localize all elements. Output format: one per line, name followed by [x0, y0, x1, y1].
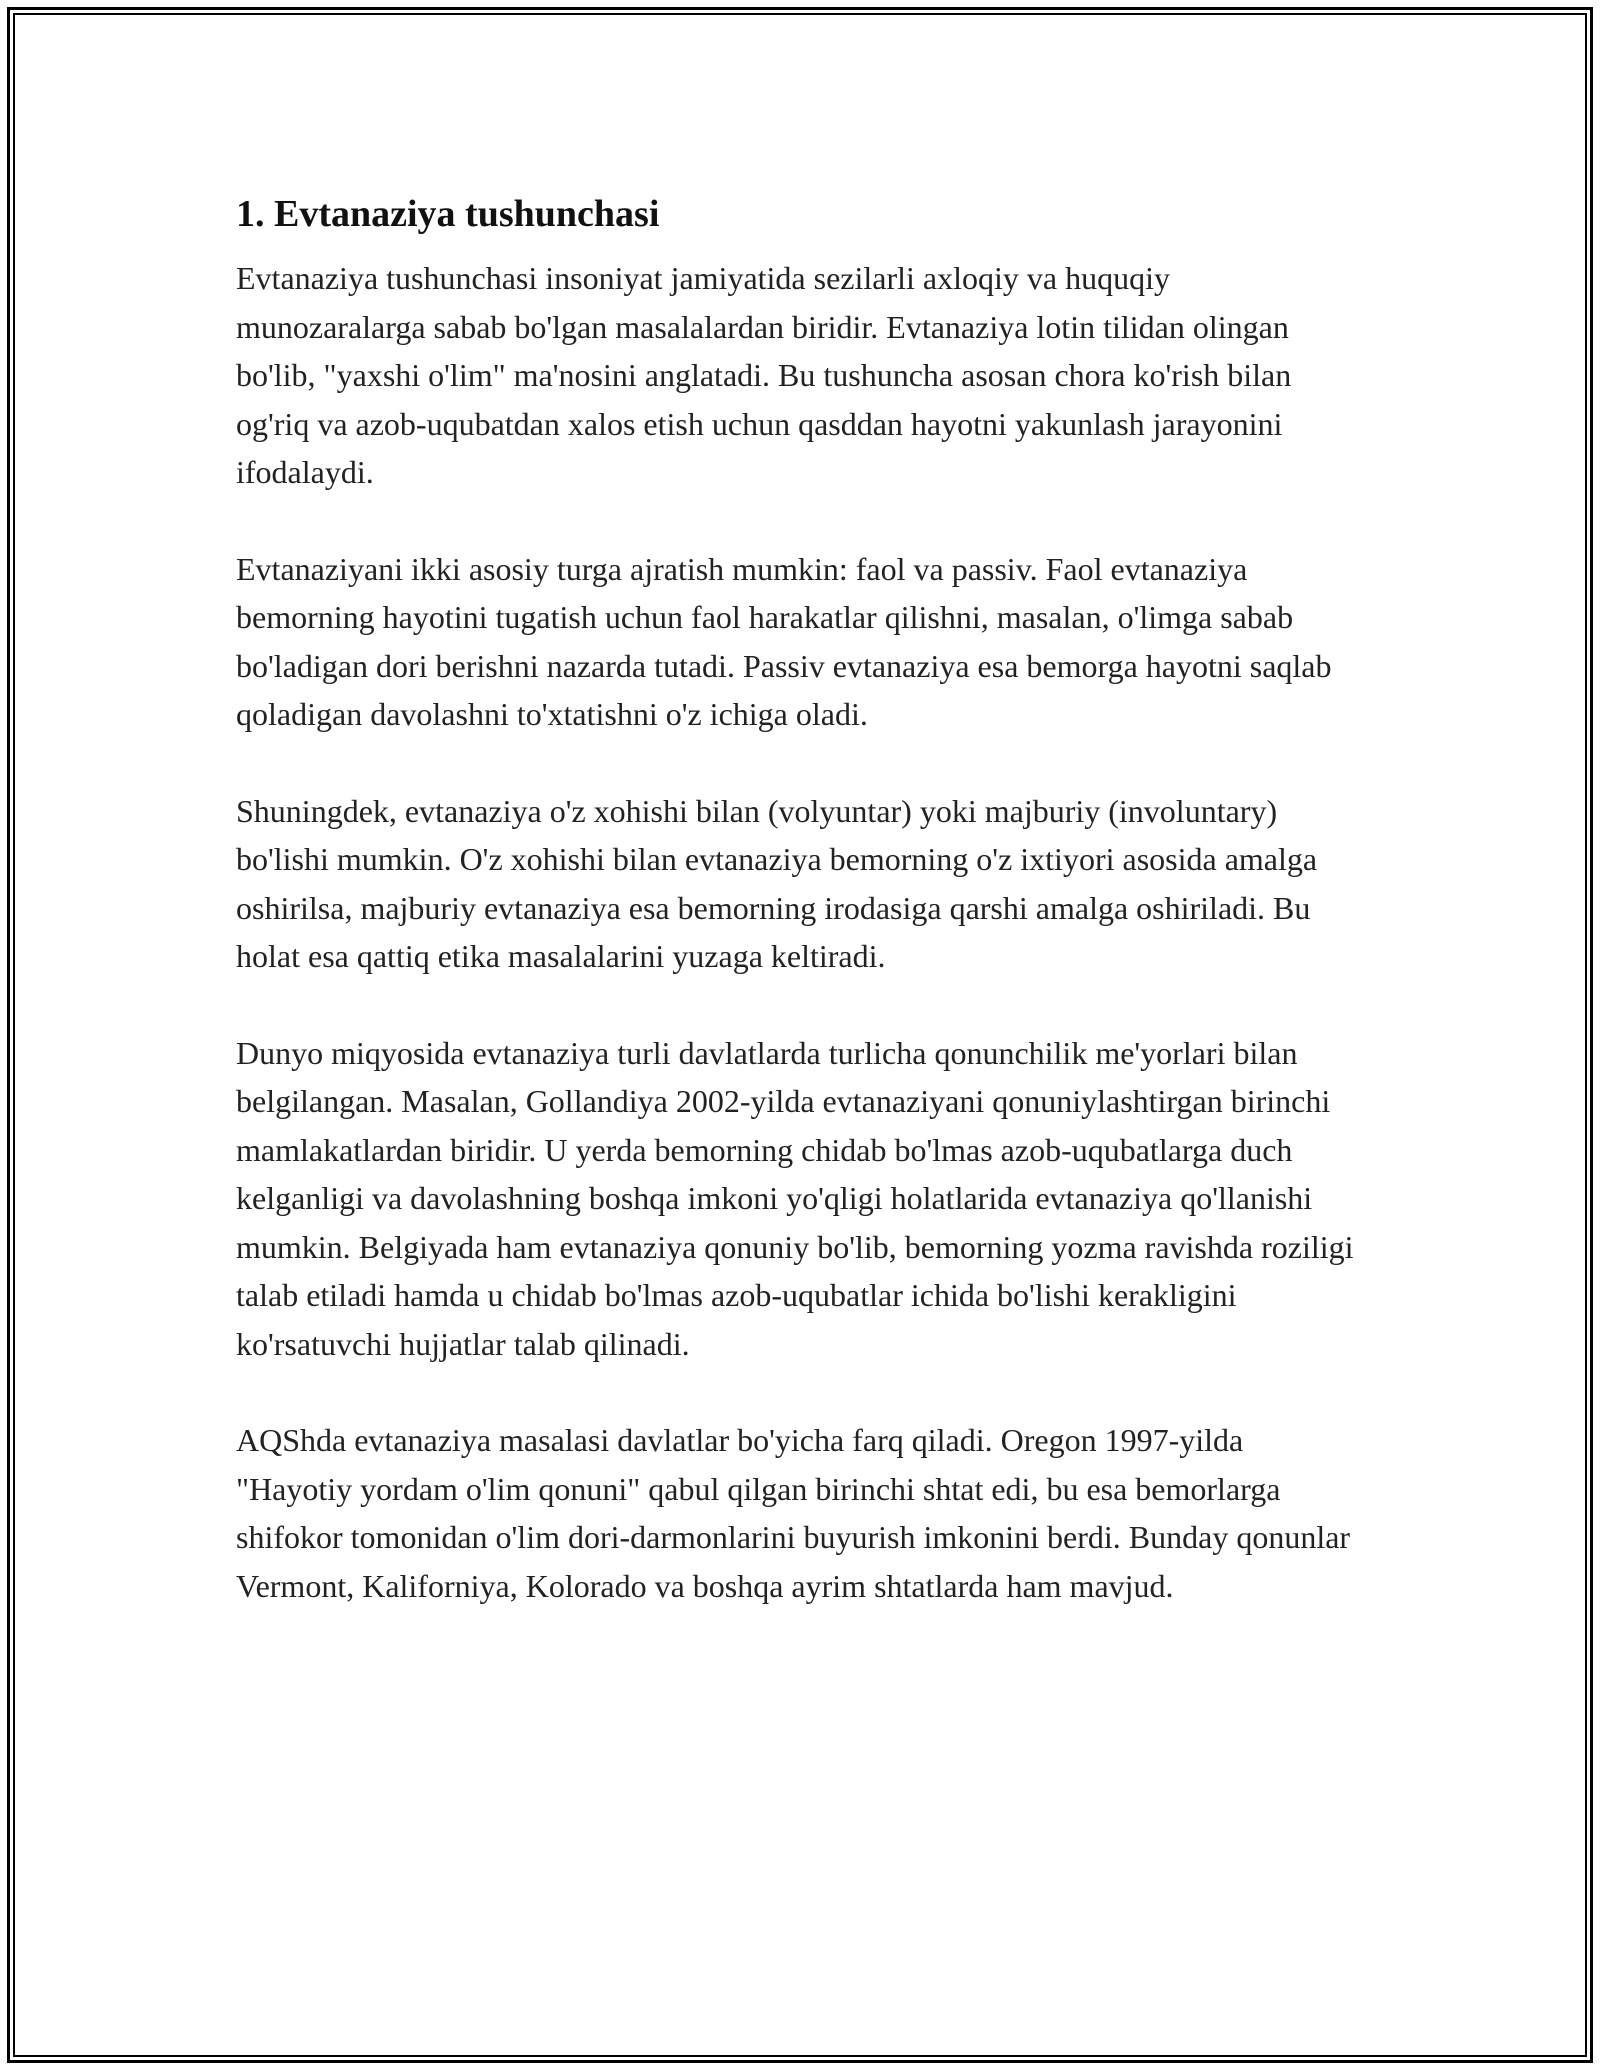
paragraph-world-law: Dunyo miqyosida evtanaziya turli davlatlarda turlicha qonunchilik me'yorlari bilan belgilangan. Masalan, Gollandiya 2002-yilda evtanaziyani qonuniylashtirgan birinchi mamlakatlardan biridir. U yerda bemorning chidab bo'lmas azob-uqubatlarga duch kelganligi va davolashning boshqa imkoni yo'qligi holatlarida evtanaziya qo'llanishi mumkin. Belgiyada ham evtanaziya qonuniy bo'lib, bemorning yozma ravishda roziligi talab etiladi hamda u chidab bo'lmas azob-uqubatlar ichida bo'lishi kerakligini ko'rsatuvchi hujjatlar talab qilinadi. [236, 1034, 1354, 1362]
document-body [236, 186, 1366, 1658]
paragraph-usa: AQShda evtanaziya masalasi davlatlar bo'yicha farq qiladi. Oregon 1997-yilda "Hayotiy yordam o'lim qonuni" qabul qilgan birinchi shtat edi, bu esa bemorlarga shifokor tomonidan o'lim dori-darmonlarini buyurish imkonini berdi. Bunday qonunlar Vermont, Kaliforniya, Kolorado va boshqa ayrim shtatlarda ham mavjud. [236, 1422, 1351, 1604]
paragraph-definition: Evtanaziya tushunchasi insoniyat jamiyatida sezilarli axloqiy va huquqiy munozaralarga sabab bo'lgan masalalardan biridir. Evtanaziya lotin tilidan olingan bo'lib, "yaxshi o'lim" ma'nosini anglatadi. Bu tushuncha asosan chora ko'rish bilan og'riq va azob-uqubatdan xalos etish uchun qasddan hayotni yakunlash jarayonini ifodalaydi. [236, 260, 1292, 490]
paragraph-voluntary: Shuningdek, evtanaziya o'z xohishi bilan (volyuntar) yoki majburiy (involuntary) bo'lishi mumkin. O'z xohishi bilan evtanaziya bemorning o'z ixtiyori asosida amalga oshirilsa, majburiy evtanaziya esa bemorning irodasiga qarshi amalga oshiriladi. Bu holat esa qattiq etika masalalarini yuzaga keltiradi. [236, 792, 1318, 974]
paragraph-types: Evtanaziyani ikki asosiy turga ajratish mumkin: faol va passiv. Faol evtanaziya bemorning hayotini tugatish uchun faol harakatlar qilishni, masalan, o'limga sabab bo'ladigan dori berishni nazarda tutadi. Passiv evtanaziya esa bemorga hayotni saqlab qoladigan davolashni to'xtatishni o'z ichiga oladi. [236, 550, 1332, 732]
section-title: 1. Evtanaziya tushunchasi [236, 193, 660, 235]
